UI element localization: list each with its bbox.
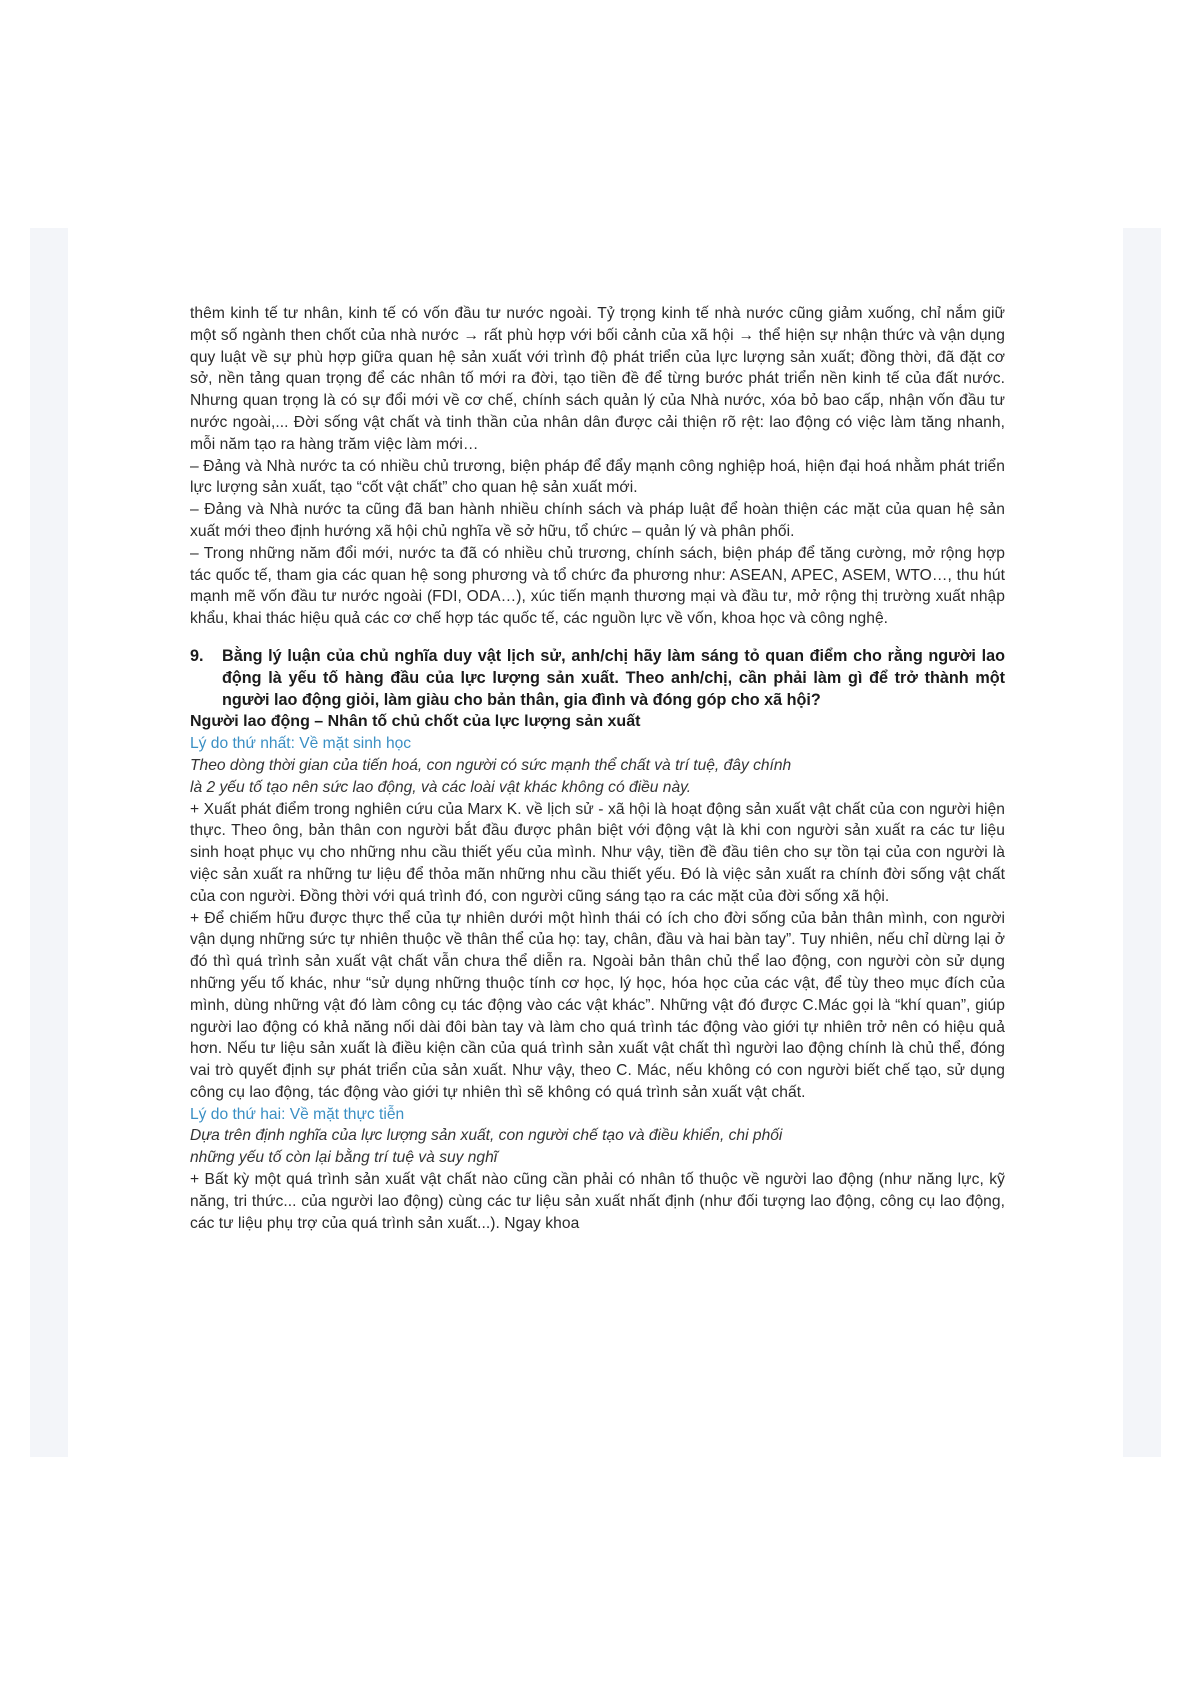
reason-title: Lý do thứ nhất: Về mặt sinh học	[190, 735, 412, 753]
paragraph: thêm kinh tế tư nhân, kinh tế có vốn đầu tư nước ngoài. Tỷ trọng kinh tế nhà nước cũng giảm xuống, chỉ nắm giữ một số ngành then chốt của nhà nước → rất phù hợp với bối cảnh của xã hội → thể hiện sự nhận thức và vận dụng quy luật về sự phù hợp giữa quan hệ sản xuất với trình độ phát triển của lực lượng sản xuất; đồng thời, đã đặt cơ sở, nền tảng quan trọng để các nhân tố mới ra đời, tạo tiền đề để từng bước phát triển nền kinh tế của đất nước. Nhưng quan trọng là có sự đổi mới về cơ chế, chính sách quản lý của Nhà nước, xóa bỏ bao cấp, nhận vốn đầu tư nước ngoài,... Đời sống vật chất và tinh thần của nhân dân được cải thiện rõ rệt: lao động có việc làm tăng nhanh, mỗi năm tạo ra hàng trăm việc làm mới…	[190, 305, 1005, 453]
paragraph: – Đảng và Nhà nước ta cũng đã ban hành nhiều chính sách và pháp luật để hoàn thiện các mặt của quan hệ sản xuất mới theo định hướng xã hội chủ nghĩa về sở hữu, tổ chức – quản lý và phân phối.	[190, 501, 1005, 540]
page-content	[190, 303, 1005, 1234]
question-text: Bằng lý luận của chủ nghĩa duy vật lịch sử, anh/chị hãy làm sáng tỏ quan điểm cho rằng người lao động là yếu tố hàng đầu của lực lượng sản xuất. Theo anh/chị, cần phải làm gì để trở thành một người lao động giỏi, làm giàu cho bản thân, gia đình và đóng góp cho xã hội?	[222, 646, 1005, 709]
paragraph: + Xuất phát điểm trong nghiên cứu của Marx K. về lịch sử - xã hội là hoạt động sản xuất vật chất của con người hiện thực. Theo ông, bản thân con người bắt đầu được phân biệt với động vật là khi con người sản xuất ra các tư liệu sinh hoạt phục vụ cho những nhu cầu thiết yếu của mình. Như vậy, tiền đề đầu tiên cho sự tồn tại của con người là việc sản xuất ra những tư liệu để thỏa mãn những nhu cầu thiết yếu. Đó là việc sản xuất ra chính đời sống vật chất của con người. Đồng thời với quá trình đó, con người cũng sáng tạo ra các mặt của đời sống xã hội.	[190, 800, 1005, 905]
paragraph: – Trong những năm đổi mới, nước ta đã có nhiều chủ trương, chính sách, biện pháp để tăng cường, mở rộng hợp tác quốc tế, tham gia các quan hệ song phương và tổ chức đa phương như: ASEAN, APEC, ASEM, WTO…, thu hút mạnh mẽ vốn đầu tư nước ngoài (FDI, ODA…), xúc tiến mạnh thương mại và đầu tư, mở rộng thị trường xuất nhập khẩu, khai thác hiệu quả các cơ chế hợp tác quốc tế, các nguồn lực về vốn, khoa học và công nghệ.	[190, 544, 1005, 628]
italic-line: Dựa trên định nghĩa của lực lượng sản xuất, con người chế tạo và điều khiển, chi phối	[190, 1127, 783, 1145]
paragraph: + Để chiếm hữu được thực thể của tự nhiên dưới một hình thái có ích cho đời sống của bản thân mình, con người vận dụng những sức tự nhiên thuộc về thân thể của họ: tay, chân, đầu và hai bàn tay”. Tuy nhiên, nếu chỉ dừng lại ở đó thì quá trình sản xuất vật chất vẫn chưa thể diễn ra. Ngoài bản thân chủ thể lao động, con người còn sử dụng những yếu tố khác, như “sử dụng những thuộc tính cơ học, lý học, hóa học của các vật, để tùy theo mục đích của mình, dùng những vật đó làm công cụ tác động vào các vật khác”. Những vật đó được C.Mác gọi là “khí quan”, giúp người lao động có khả năng nối dài đôi bàn tay và làm cho quá trình tác động vào giới tự nhiên trở nên có hiệu quả hơn. Nếu tư liệu sản xuất là điều kiện cần của quá trình sản xuất vật chất thì người lao động chính là chủ thể, đóng vai trò quyết định sự phát triển của sản xuất. Như vậy, theo C. Mác, nếu không có con người biết chế tạo, sử dụng công cụ lao động, tác động vào giới tự nhiên thì sẽ không có quá trình sản xuất vật chất.	[190, 909, 1005, 1101]
reason-title: Lý do thứ hai: Về mặt thực tiễn	[190, 1105, 405, 1123]
document-page	[68, 228, 1123, 1457]
italic-line: là 2 yếu tố tạo nên sức lao động, và các loài vật khác không có điều này.	[190, 778, 692, 796]
question-number: 9.	[190, 646, 204, 665]
paragraph: + Bất kỳ một quá trình sản xuất vật chất nào cũng cần phải có nhân tố thuộc về người lao động (như năng lực, kỹ năng, tri thức... của người lao động) cùng các tư liệu sản xuất nhất định (như đối tượng lao động, công cụ lao động, các tư liệu phụ trợ của quá trình sản xuất...). Ngay khoa	[190, 1171, 1005, 1232]
section-heading: Người lao động – Nhân tố chủ chốt của lực lượng sản xuất	[190, 713, 641, 731]
italic-line: những yếu tố còn lại bằng trí tuệ và suy nghĩ	[190, 1149, 498, 1167]
italic-line: Theo dòng thời gian của tiến hoá, con người có sức mạnh thể chất và trí tuệ, đây chính	[190, 756, 792, 774]
paragraph: – Đảng và Nhà nước ta có nhiều chủ trương, biện pháp để đẩy mạnh công nghiệp hoá, hiện đại hoá nhằm phát triển lực lượng sản xuất, tạo “cốt vật chất” cho quan hệ sản xuất mới.	[190, 457, 1005, 497]
question-block	[190, 646, 1005, 711]
